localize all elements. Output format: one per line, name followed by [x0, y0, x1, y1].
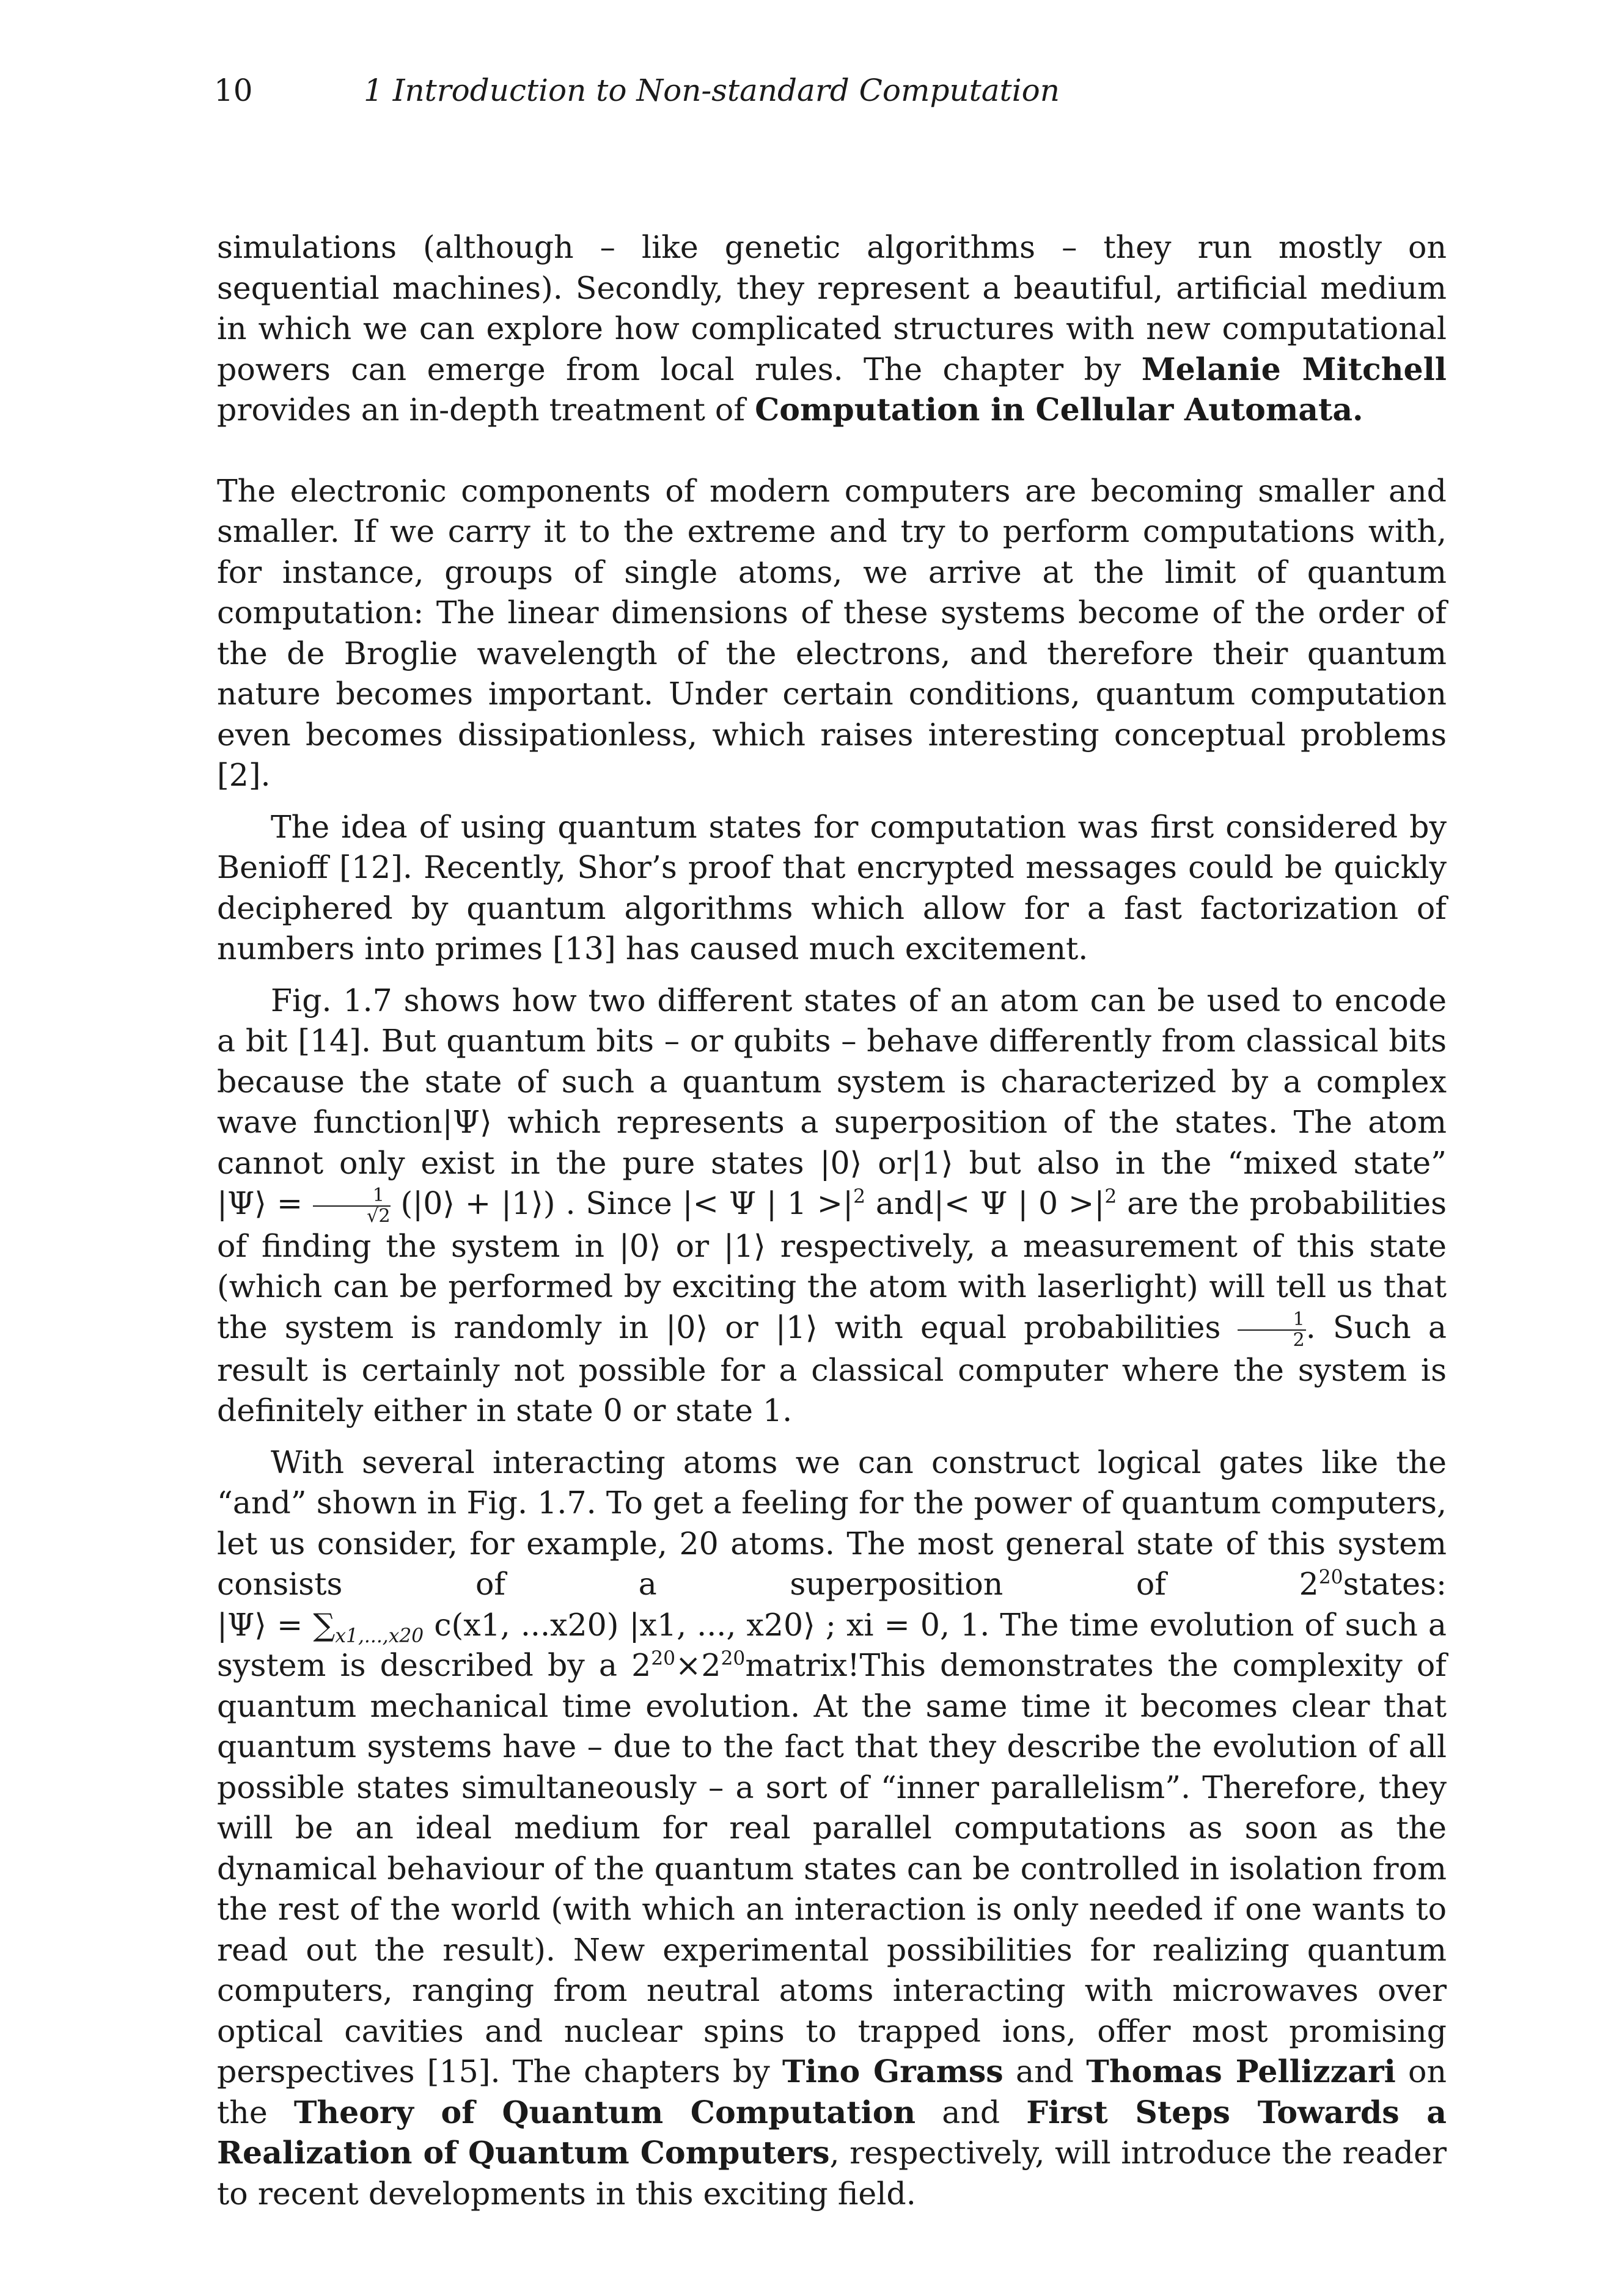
paragraph-electronic-components: The electronic components of modern computers are becoming smaller and smaller. If we carry it to the extreme and try to perform computations with, for instance, groups of single atoms, we arrive at the limit of quantum computation: The linear dimensions of these systems become of the order of the de Broglie wavelength of the electrons, and therefore their quantum nature becomes important. Under certain conditions, quantum computation even becomes dissipationless, which raises interesting conceptual problems [2]. [217, 472, 1447, 793]
two-power-twenty: $2^{20}$ [1299, 1566, 1343, 1603]
paragraph-quantum-states-idea: The idea of using quantum states for computation was first considered by Benioff [12]. Recently, Shor’s proof that encrypted messages could be quickly deciphered by quantum algorithms which allow for a fast factorization of numbers into primes [13] has caused much excitement. [217, 808, 1447, 967]
page-number: 10 [214, 73, 253, 108]
body-text [217, 227, 1447, 2214]
fraction-one-half: $\frac{1}{2}$ [1238, 1310, 1305, 1350]
chapter-running-title: 1 Introduction to Non-standard Computation [364, 73, 1060, 108]
paragraph-interacting-atoms: With several interacting atoms we can construct logical gates like the “and” shown in Fig. 1.7. To get a feeling for the power of quantum computers, let us consider, for example, 20 atoms. The most general state of this system consists of a superposition of $2^{20}states$: |Ψ⟩ = $\sum_{x1,...,x20}$ c(x1, ...x20) |x1, ..., x20⟩ ; xi = 0, 1. The time evolution of such a system is described by a $2^{20}\times 2^{20}matrix!This$ demonstrates the complexity of quantum mechanical time evolution. At the same time it becomes clear that quantum systems have – due to the fact that they describe the evolution of all possible states simultaneously – a sort of “inner parallelism”. Therefore, they will be an ideal medium for real parallel computations as soon as the dynamical behaviour of the quantum states can be controlled in isolation from the rest of the world (with which an interaction is only needed if one wants to read out the result). New experimental possibilities for realizing quantum computers, ranging from neutral atoms interacting with microwaves over optical cavities and nuclear spins to trapped ions, offer most promising perspectives [15]. The chapters by Tino Gramss and Thomas Pellizzari on the Theory of Quantum Computation and First Steps Towards a Realization of Quantum Computers, respectively, will introduce the reader to recent developments in this exciting field. [217, 1444, 1447, 2212]
matrix-size: $2^{20}\times 2^{20}$ [631, 1647, 746, 1684]
chapter-title: Theory of Quantum Computation [293, 2094, 916, 2130]
running-header [214, 72, 1436, 109]
chapter-title: Computation in Cellular Automata. [755, 392, 1363, 428]
author-name: Melanie Mitchell [1141, 351, 1447, 387]
probability-zero: |< Ψ | $0 >|^2$ [933, 1185, 1117, 1221]
author-name: Thomas Pellizzari [1086, 2053, 1396, 2090]
psi-ket: |Ψ⟩ [442, 1104, 492, 1140]
probability-one: |< Ψ | $1 >|^2$ [682, 1185, 866, 1221]
chapter-title: First Steps Towards a Realization of Quantum Computers [217, 2094, 1447, 2171]
paragraph-qubits: Fig. 1.7 shows how two different states of an atom can be used to encode a bit [14]. But quantum bits – or qubits – behave differently from classical bits because the state of such a quantum system is characterized by a complex wave function|Ψ⟩ which represents a superposition of the states. The atom cannot only exist in the pure states |0⟩ or|1⟩ but also in the “mixed state” |Ψ⟩ = $\frac{1}{√2}$ (|0⟩ + |1⟩) . Since |< Ψ | $1 >|^2$ and|< Ψ | $0 >|^2$ are the probabilities of finding the system in |0⟩ or |1⟩ respectively, a measurement of this state (which can be performed by exciting the atom with laserlight) will tell us that the system is randomly in |0⟩ or |1⟩ with equal probabilities $\frac{1}{2}$ . Such a result is certainly not possible for a classical computer where the system is definitely either in state 0 or state 1. [217, 982, 1447, 1429]
paragraph-cellular-automata: simulations (although – like genetic algorithms – they run mostly on sequential machines). Secondly, they represent a beautiful, artificial medium in which we can explore how complicated structures with new computational powers can emerge from local rules. The chapter by Melanie Mitchell provides an in-depth treatment of Computation in Cellular Automata. [217, 229, 1447, 428]
mixed-state-equation: |Ψ⟩ = $\frac{1}{√2}$ (|0⟩ + |1⟩) [217, 1185, 556, 1227]
author-name: Tino Gramss [782, 2053, 1004, 2090]
ket-one: |1⟩ [911, 1144, 953, 1181]
ket-zero: |0⟩ [820, 1144, 862, 1181]
fraction-one-over-root-two: $\frac{1}{√2}$ [313, 1186, 391, 1226]
superposition-equation: |Ψ⟩ = $\sum_{x1,...,x20}$ c(x1, ...x20) |x1, ..., x20⟩ ; xi = 0, 1. [217, 1606, 990, 1647]
